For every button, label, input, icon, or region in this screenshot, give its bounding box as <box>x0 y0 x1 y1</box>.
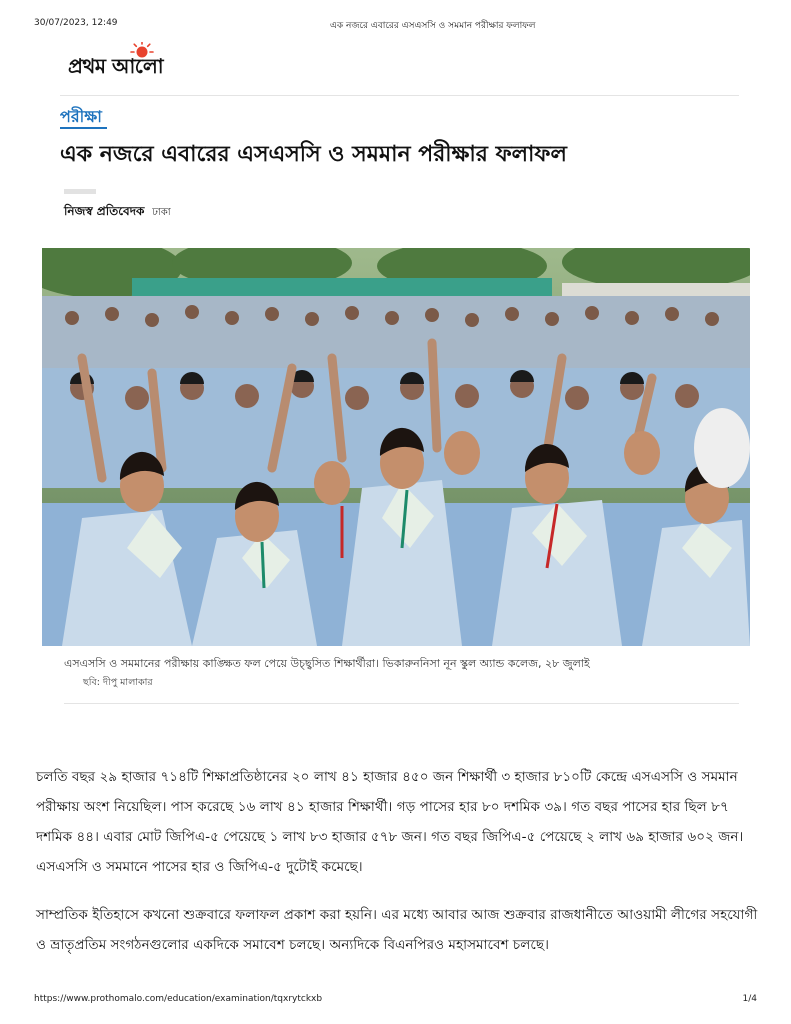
print-footer <box>34 994 757 1008</box>
article-paragraph: চলতি বছর ২৯ হাজার ৭১৪টি শিক্ষাপ্রতিষ্ঠানের ২০ লাখ ৪১ হাজার ৪৫০ জন শিক্ষার্থী ৩ হাজার ৮১০টি কেন্দ্রে এসএসসি ও সমমান পরীক্ষায় অংশ নিয়েছিল। পাস করেছে ১৬ লাখ ৪১ হাজার শিক্ষার্থী। গড় পাসের হার ৮০ দশমিক ৩৯। গত বছর পাসের হার ছিল ৮৭ দশমিক ৪৪। এবার মোট জিপিএ-৫ পেয়েছে ১ লাখ ৮৩ হাজার ৫৭৮ জন। গত বছর জিপিএ-৫ পেয়েছে ২ লাখ ৬৯ হাজার ৬০২ জন। এসএসসি ও সমমানে পাসের হার ও জিপিএ-৫ দুটোই কমেছে। <box>36 769 744 875</box>
logo-wordmark: প্রথম আলো <box>68 54 164 78</box>
image-caption: এসএসসি ও সমমানের পরীক্ষায় কাঙ্ক্ষিত ফল পেয়ে উচ্ছ্বসিত শিক্ষার্থীরা। ভিকারুননিসা নূন স্কুল অ্যান্ড কলেজ, ২৮ জুলাই <box>64 657 590 670</box>
dateline-location: ঢাকা <box>152 207 171 218</box>
article-photo <box>42 248 750 646</box>
section-underline <box>60 127 107 129</box>
students-celebrating-image <box>42 248 750 646</box>
page-number: 1/4 <box>742 994 757 1004</box>
byline <box>64 203 171 223</box>
divider <box>64 703 739 704</box>
section-link[interactable]: পরীক্ষা <box>60 107 102 126</box>
author-link[interactable]: নিজস্ব প্রতিবেদক <box>64 204 145 218</box>
prothom-alo-logo[interactable] <box>68 42 218 82</box>
article-paragraph: সাম্প্রতিক ইতিহাসে কখনো শুক্রবারে ফলাফল প্রকাশ করা হয়নি। এর মধ্যে আবার আজ শুক্রবার রাজধানীতে আওয়ামী লীগের সহযোগী ও ভ্রাতৃপ্রতিম সংগঠনগুলোর একদিকে সমাবেশ চলছে। অন্যদিকে বিএনপিরও মহাসমাবেশ চলছে। <box>36 907 758 953</box>
print-datetime: 30/07/2023, 12:49 <box>34 18 118 28</box>
print-header <box>34 18 757 32</box>
byline-divider <box>64 189 96 194</box>
divider <box>60 95 739 96</box>
page-url: https://www.prothomalo.com/education/examination/tqxrytckxb <box>34 994 323 1004</box>
image-credit: ছবি: দীপু মালাকার <box>83 677 153 688</box>
article-headline: এক নজরে এবারের এসএসসি ও সমমান পরীক্ষার ফলাফল <box>60 142 567 167</box>
print-document-title: এক নজরে এবারের এসএসসি ও সমমান পরীক্ষার ফলাফল <box>330 21 536 31</box>
